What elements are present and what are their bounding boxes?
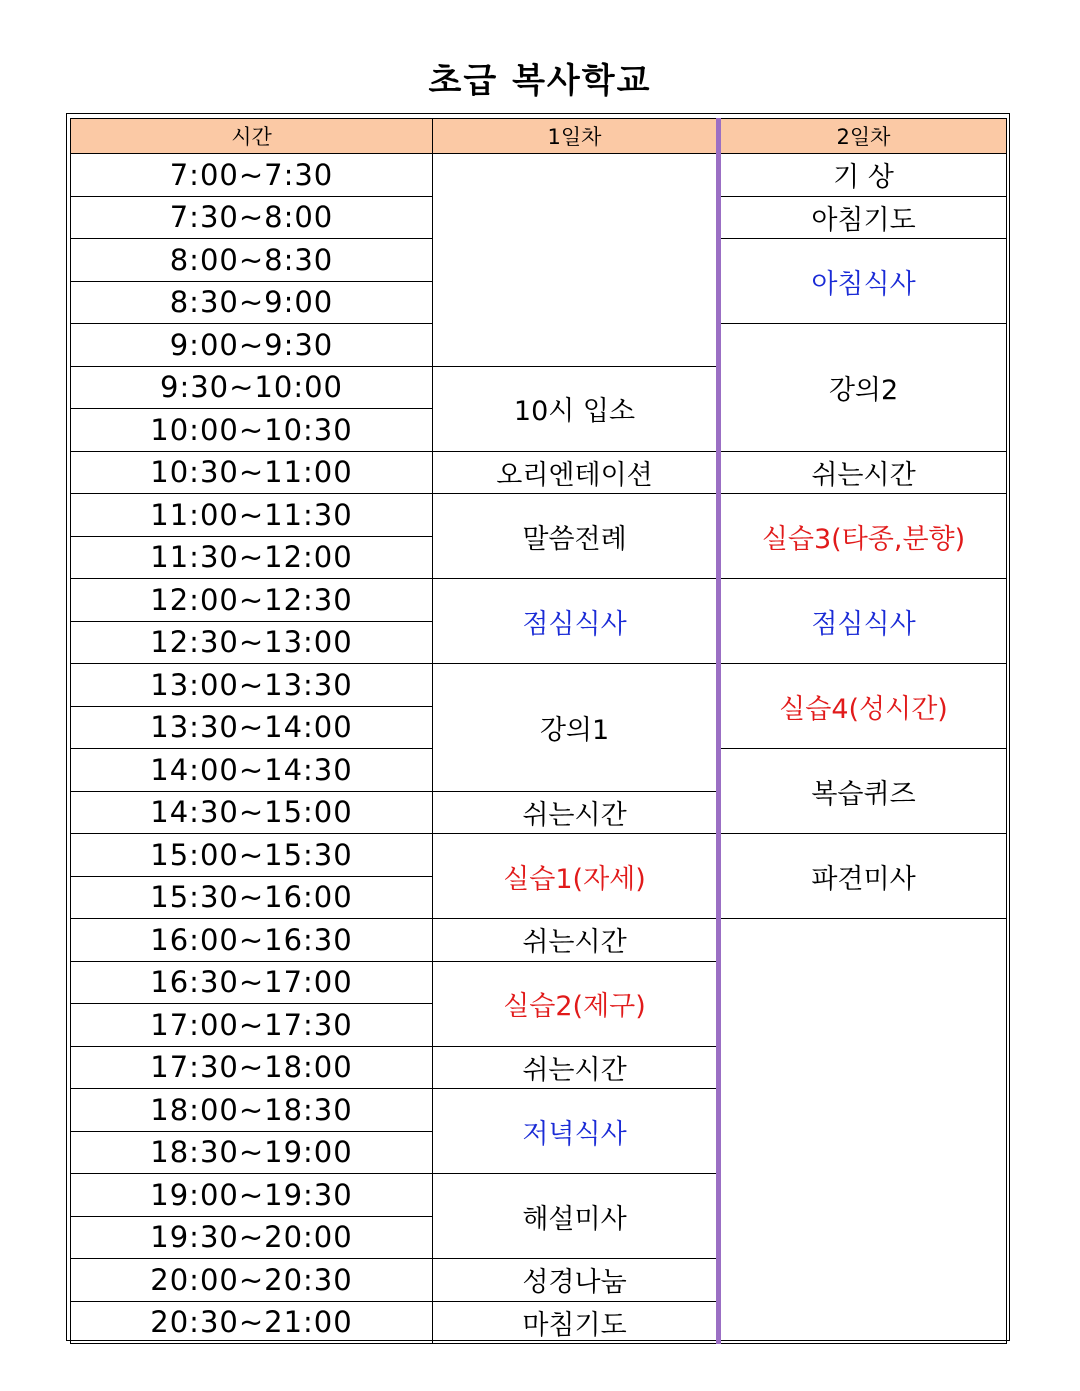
table-row (71, 494, 1007, 537)
page-title: 초급 복사학교 (428, 61, 652, 101)
table-row (71, 919, 1007, 962)
day1-lecture1: 강의1 (433, 664, 719, 792)
day1-practice2: 실습2(제구) (433, 961, 719, 1046)
day1-lunch: 점심식사 (433, 579, 719, 664)
time-cell: 10:30~11:00 (71, 451, 433, 494)
header-day1: 1일차 (433, 119, 719, 154)
header-day2: 2일차 (719, 119, 1007, 154)
day2-lecture2: 강의2 (719, 324, 1007, 452)
day1-break: 쉬는시간 (433, 919, 719, 962)
day2-practice4: 실습4(성시간) (719, 664, 1007, 749)
time-cell: 15:30~16:00 (71, 876, 433, 919)
time-cell: 16:30~17:00 (71, 961, 433, 1004)
time-cell: 9:00~9:30 (71, 324, 433, 367)
time-cell: 13:00~13:30 (71, 664, 433, 707)
day2-morning-prayer: 아침기도 (719, 196, 1007, 239)
time-cell: 8:30~9:00 (71, 281, 433, 324)
time-cell: 11:00~11:30 (71, 494, 433, 537)
time-cell: 15:00~15:30 (71, 834, 433, 877)
day1-practice1: 실습1(자세) (433, 834, 719, 919)
table-row (71, 664, 1007, 707)
day2-wake: 기 상 (719, 154, 1007, 197)
time-cell: 20:00~20:30 (71, 1259, 433, 1302)
header-time: 시간 (71, 119, 433, 154)
day1-bible-sharing: 성경나눔 (433, 1259, 719, 1302)
day2-blank (719, 919, 1007, 1344)
time-cell: 9:30~10:00 (71, 366, 433, 409)
time-cell: 7:30~8:00 (71, 196, 433, 239)
time-cell: 13:30~14:00 (71, 706, 433, 749)
time-cell: 17:00~17:30 (71, 1004, 433, 1047)
table-row (71, 451, 1007, 494)
day2-lunch: 점심식사 (719, 579, 1007, 664)
time-cell: 7:00~7:30 (71, 154, 433, 197)
day2-practice3: 실습3(타종,분향) (719, 494, 1007, 579)
time-cell: 20:30~21:00 (71, 1301, 433, 1344)
time-cell: 11:30~12:00 (71, 536, 433, 579)
table-row (71, 579, 1007, 622)
day1-orientation: 오리엔테이션 (433, 451, 719, 494)
time-cell: 19:30~20:00 (71, 1216, 433, 1259)
day2-break: 쉬는시간 (719, 451, 1007, 494)
day1-break: 쉬는시간 (433, 791, 719, 834)
time-cell: 17:30~18:00 (71, 1046, 433, 1089)
time-cell: 18:00~18:30 (71, 1089, 433, 1132)
day2-breakfast: 아침식사 (719, 239, 1007, 324)
table-row (71, 834, 1007, 877)
time-cell: 14:30~15:00 (71, 791, 433, 834)
table-header-row (71, 119, 1007, 154)
time-cell: 8:00~8:30 (71, 239, 433, 282)
schedule-table (70, 118, 1007, 1344)
day1-dinner: 저녁식사 (433, 1089, 719, 1174)
day1-break: 쉬는시간 (433, 1046, 719, 1089)
time-cell: 18:30~19:00 (71, 1131, 433, 1174)
table-row (71, 154, 1007, 197)
time-cell: 10:00~10:30 (71, 409, 433, 452)
day2-dispatch-mass: 파견미사 (719, 834, 1007, 919)
day1-entrance: 10시 입소 (433, 366, 719, 451)
time-cell: 16:00~16:30 (71, 919, 433, 962)
day2-review-quiz: 복습퀴즈 (719, 749, 1007, 834)
time-cell: 12:30~13:00 (71, 621, 433, 664)
day1-liturgy: 말씀전례 (433, 494, 719, 579)
day1-mass-explained: 해설미사 (433, 1174, 719, 1259)
day1-night-prayer: 마침기도 (433, 1301, 719, 1344)
day1-blank (433, 154, 719, 367)
time-cell: 19:00~19:30 (71, 1174, 433, 1217)
time-cell: 14:00~14:30 (71, 749, 433, 792)
time-cell: 12:00~12:30 (71, 579, 433, 622)
